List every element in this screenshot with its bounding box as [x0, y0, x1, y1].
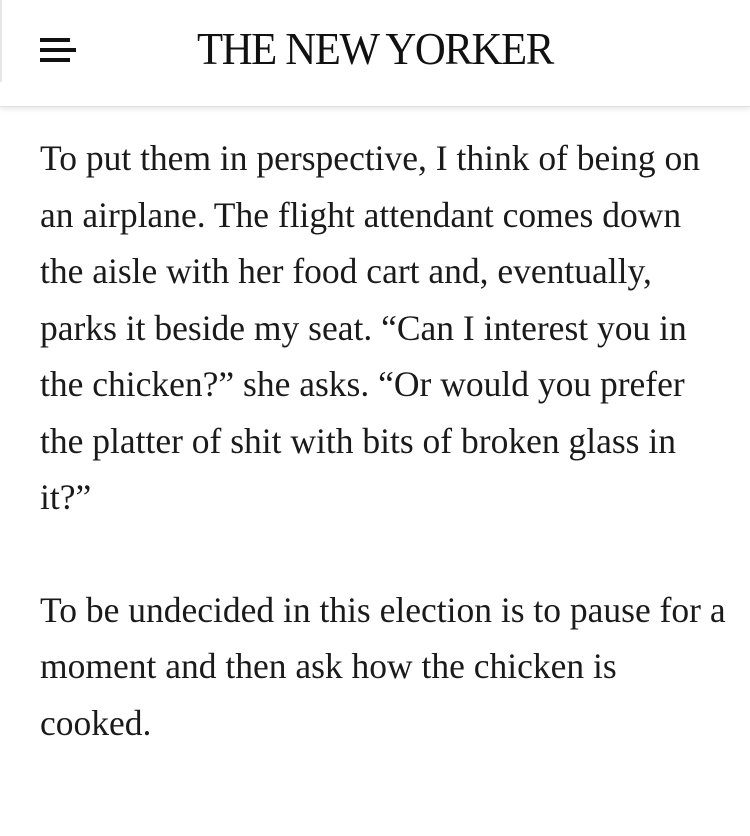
site-header — [0, 0, 750, 107]
article-paragraph: To be undecided in this election is to pause for a moment and then ask how the chicken is cooked. — [40, 589, 726, 743]
header-edge-divider — [0, 0, 2, 82]
article-body — [40, 130, 730, 751]
article-paragraph: To put them in perspective, I think of being on an airplane. The flight attendant comes down the aisle with her food cart and, eventually, parks it beside my seat. “Can I interest you in the chicken?” she asks. “Or would you prefer the platter of shit with bits of broken glass in it?” — [40, 138, 701, 517]
site-logo[interactable]: THE NEW YORKER — [196, 23, 553, 74]
